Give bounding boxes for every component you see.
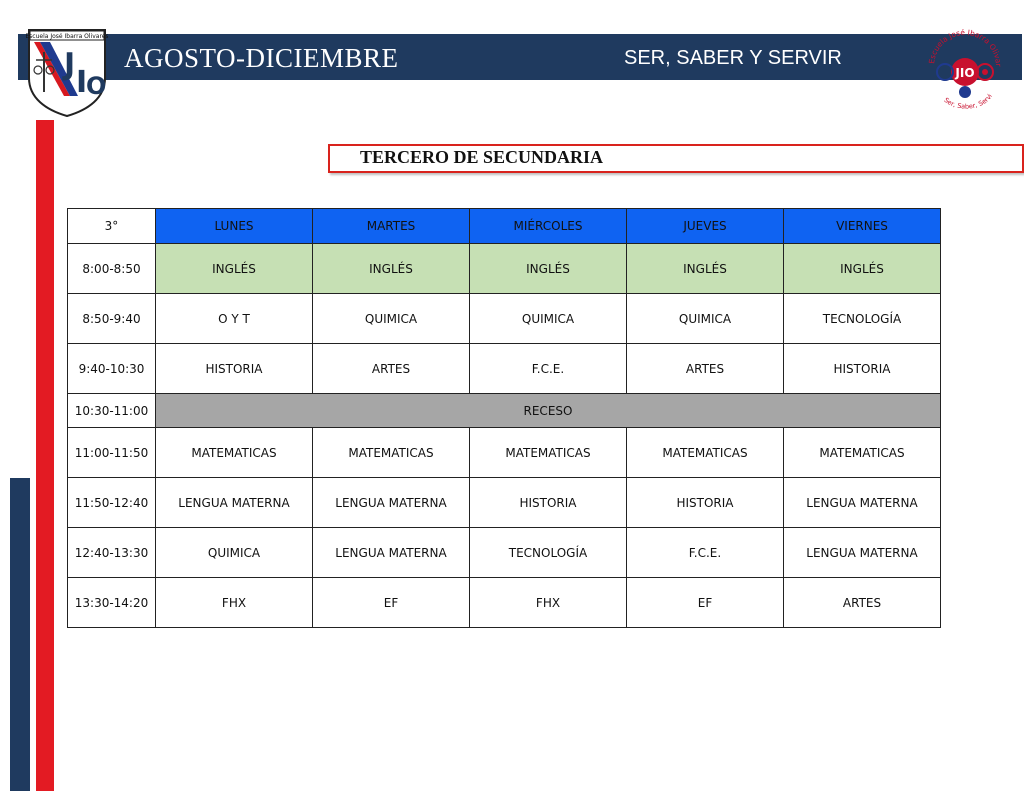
time-slot: 11:50-12:40 (68, 478, 156, 528)
svg-text:JIO: JIO (955, 66, 975, 80)
recess-row (68, 394, 941, 428)
subject-cell: LENGUA MATERNA (313, 478, 470, 528)
subject-cell: QUIMICA (156, 528, 313, 578)
time-slot: 8:00-8:50 (68, 244, 156, 294)
subject-cell: HISTORIA (156, 344, 313, 394)
day-header-viernes: VIERNES (784, 209, 941, 244)
subject-cell: QUIMICA (313, 294, 470, 344)
subject-cell: HISTORIA (784, 344, 941, 394)
subject-cell: EF (313, 578, 470, 628)
time-slot: 8:50-9:40 (68, 294, 156, 344)
subject-cell: MATEMATICAS (784, 428, 941, 478)
school-crest-logo (26, 26, 108, 118)
svg-text:J: J (64, 47, 76, 82)
side-accent-bar-red (36, 120, 54, 791)
time-slot: 12:40-13:30 (68, 528, 156, 578)
schedule-row (68, 578, 941, 628)
subject-cell: F.C.E. (627, 528, 784, 578)
subject-cell: INGLÉS (156, 244, 313, 294)
subject-cell: INGLÉS (784, 244, 941, 294)
schedule-row (68, 528, 941, 578)
subject-cell: ARTES (784, 578, 941, 628)
grade-corner-cell: 3° (68, 209, 156, 244)
svg-text:Escuela José Ibarra Olivares: Escuela José Ibarra Olivar (927, 27, 1004, 67)
subject-cell: FHX (156, 578, 313, 628)
schedule-header-row (68, 209, 941, 244)
time-slot: 11:00-11:50 (68, 428, 156, 478)
svg-text:O: O (86, 72, 107, 100)
subject-cell: TECNOLOGÍA (784, 294, 941, 344)
subject-cell: MATEMATICAS (156, 428, 313, 478)
school-emblem-logo (926, 26, 1004, 116)
svg-text:Escuela José Ibarra Olivares: Escuela José Ibarra Olivares (26, 33, 108, 40)
subject-cell: LENGUA MATERNA (313, 528, 470, 578)
period-title: AGOSTO-DICIEMBRE (124, 43, 399, 73)
recess-cell: RECESO (156, 394, 941, 428)
day-header-jueves: JUEVES (627, 209, 784, 244)
subject-cell: ARTES (313, 344, 470, 394)
schedule-row (68, 244, 941, 294)
day-header-miercoles: MIÉRCOLES (470, 209, 627, 244)
svg-text:I: I (76, 65, 88, 100)
side-accent-bar-navy (10, 478, 30, 791)
time-slot: 9:40-10:30 (68, 344, 156, 394)
table-edge-mark (946, 434, 950, 484)
subject-cell: LENGUA MATERNA (156, 478, 313, 528)
time-slot: 10:30-11:00 (68, 394, 156, 428)
svg-text:Ser, Saber, Servir: Ser, Saber, Servi (942, 92, 994, 111)
subject-cell: FHX (470, 578, 627, 628)
subject-cell: MATEMATICAS (313, 428, 470, 478)
subject-cell: HISTORIA (627, 478, 784, 528)
subject-cell: INGLÉS (313, 244, 470, 294)
subject-cell: INGLÉS (470, 244, 627, 294)
subject-cell: LENGUA MATERNA (784, 528, 941, 578)
subject-cell: O Y T (156, 294, 313, 344)
subject-cell: QUIMICA (627, 294, 784, 344)
schedule-row (68, 344, 941, 394)
school-motto: SER, SABER Y SERVIR (624, 47, 842, 69)
subject-cell: HISTORIA (470, 478, 627, 528)
subject-cell: F.C.E. (470, 344, 627, 394)
subject-cell: QUIMICA (470, 294, 627, 344)
day-header-lunes: LUNES (156, 209, 313, 244)
subject-cell: EF (627, 578, 784, 628)
subject-cell: LENGUA MATERNA (784, 478, 941, 528)
day-header-martes: MARTES (313, 209, 470, 244)
schedule-row (68, 478, 941, 528)
subject-cell: MATEMATICAS (470, 428, 627, 478)
class-schedule-table (67, 208, 941, 628)
subject-cell: TECNOLOGÍA (470, 528, 627, 578)
subject-cell: INGLÉS (627, 244, 784, 294)
grade-label: TERCERO DE SECUNDARIA (360, 147, 604, 167)
schedule-row (68, 294, 941, 344)
subject-cell: ARTES (627, 344, 784, 394)
time-slot: 13:30-14:20 (68, 578, 156, 628)
schedule-row (68, 428, 941, 478)
subject-cell: MATEMATICAS (627, 428, 784, 478)
